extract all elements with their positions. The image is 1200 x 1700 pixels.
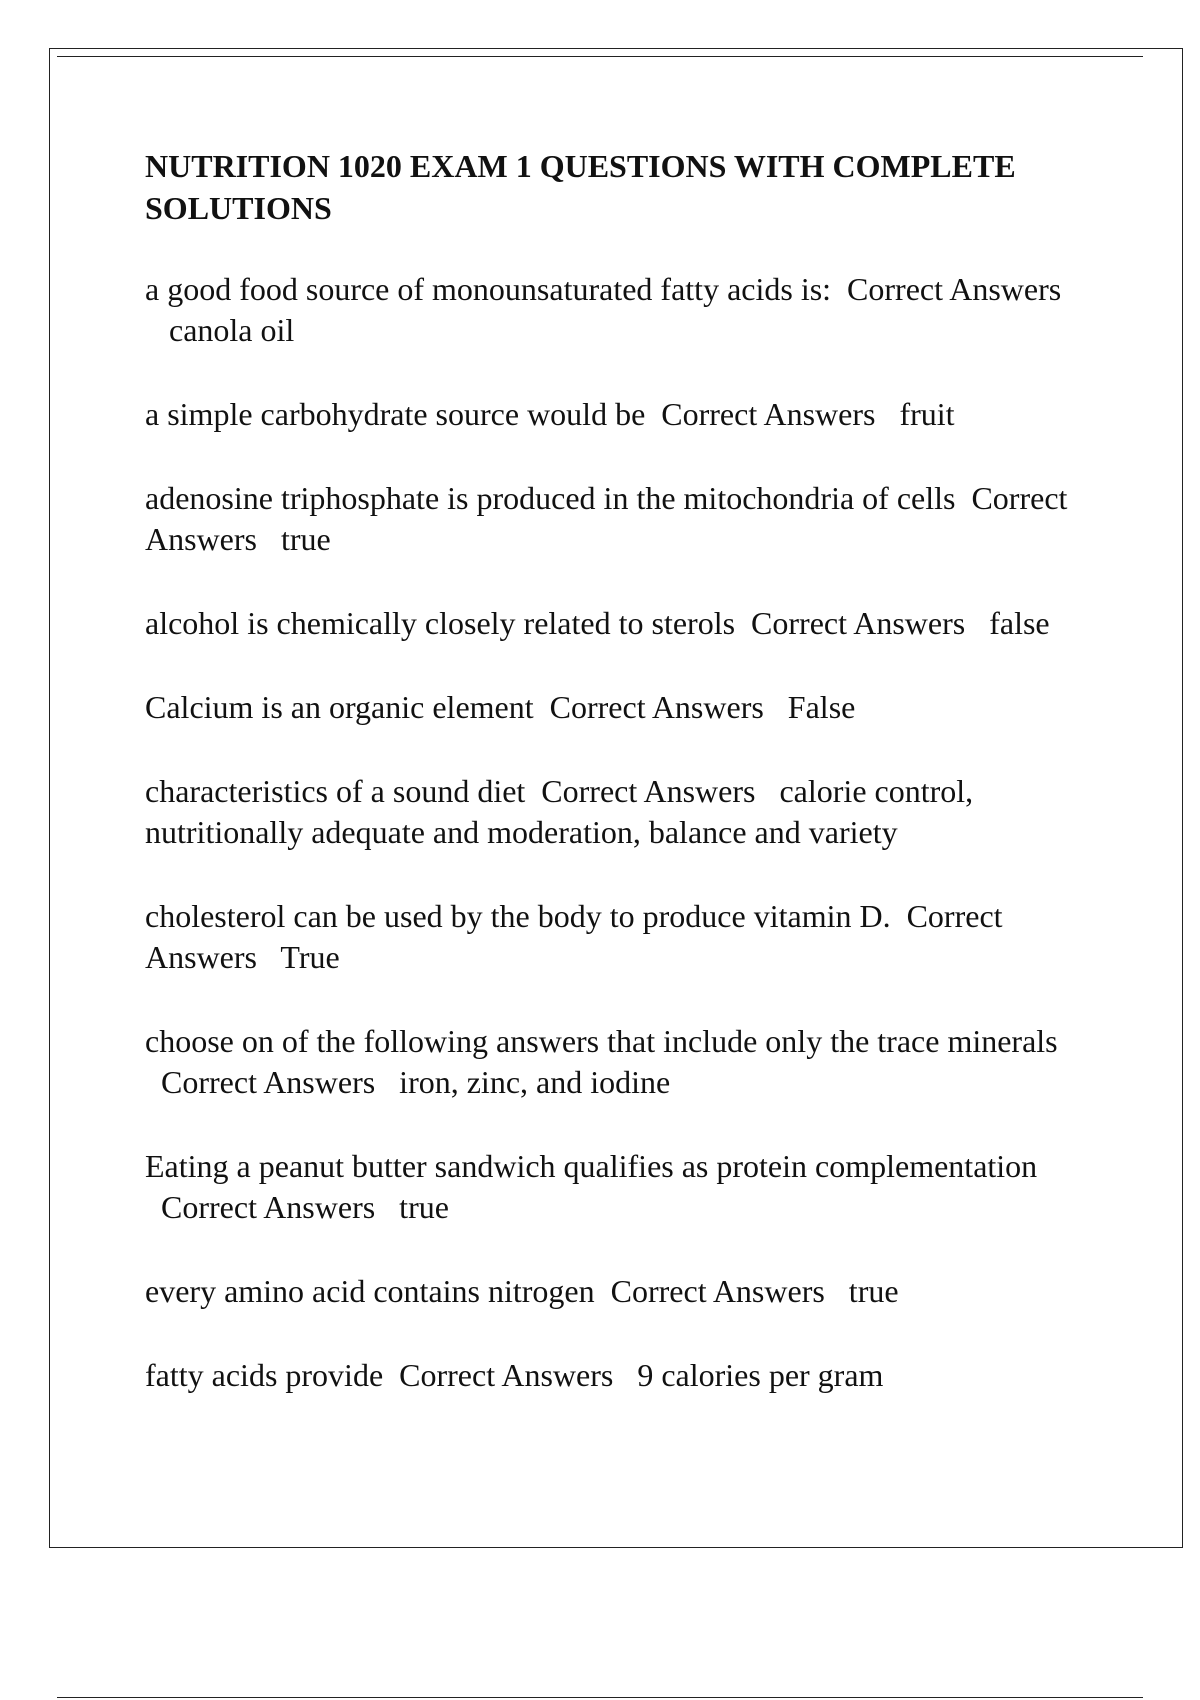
answer-label: Correct Answers	[549, 689, 764, 725]
question-text: every amino acid contains nitrogen	[145, 1273, 595, 1309]
answer-text: true	[280, 521, 331, 557]
document-title: NUTRITION 1020 EXAM 1 QUESTIONS WITH COMPLETE SOLUTIONS	[145, 148, 1016, 226]
qa-item	[145, 603, 1095, 644]
answer-text: fruit	[899, 396, 955, 432]
answer-label: Correct Answers	[161, 1189, 376, 1225]
answer-text: True	[280, 939, 340, 975]
answer-label: Correct Answers	[610, 1273, 825, 1309]
qa-item	[145, 896, 1095, 978]
qa-item	[145, 771, 1095, 853]
question-text: Eating a peanut butter sandwich qualifies as protein complementation	[145, 1148, 1038, 1184]
answer-text: False	[787, 689, 856, 725]
qa-item	[145, 1355, 1095, 1396]
answer-label: Correct Answers	[145, 480, 1068, 557]
question-text: Calcium is an organic element	[145, 689, 534, 725]
answer-text: true	[848, 1273, 899, 1309]
question-text: characteristics of a sound diet	[145, 773, 526, 809]
qa-item	[145, 1146, 1095, 1228]
qa-item	[145, 478, 1095, 560]
question-text: a simple carbohydrate source would be	[145, 396, 646, 432]
question-text: alcohol is chemically closely related to sterols	[145, 605, 736, 641]
question-text: cholesterol can be used by the body to produce vitamin D.	[145, 898, 891, 934]
answer-label: Correct Answers	[399, 1357, 614, 1393]
answer-text: canola oil	[169, 312, 295, 348]
answer-label: Correct Answers	[541, 773, 756, 809]
footer-rule	[57, 1697, 1143, 1698]
answer-text: true	[399, 1189, 449, 1225]
question-text: fatty acids provide	[145, 1357, 384, 1393]
answer-label: Correct Answers	[161, 1064, 376, 1100]
answer-text: iron, zinc, and iodine	[399, 1064, 671, 1100]
qa-item	[145, 394, 1095, 435]
header-rule	[57, 56, 1143, 57]
qa-item	[145, 1021, 1095, 1103]
document-body	[145, 145, 1095, 1439]
question-text: adenosine triphosphate is produced in the mitochondria of cells	[145, 480, 956, 516]
answer-text: 9 calories per gram	[637, 1357, 884, 1393]
answer-label: Correct Answers	[751, 605, 966, 641]
answer-text: calorie control, nutritionally adequate and moderation, balance and variety	[145, 773, 974, 850]
answer-label: Correct Answers	[145, 898, 1003, 975]
answer-label: Correct Answers	[661, 396, 876, 432]
question-text: a good food source of monounsaturated fatty acids is:	[145, 271, 832, 307]
answer-text: false	[989, 605, 1050, 641]
question-text: choose on of the following answers that include only the trace minerals	[145, 1023, 1058, 1059]
qa-item	[145, 1271, 1095, 1312]
qa-item	[145, 269, 1095, 351]
qa-item	[145, 687, 1095, 728]
answer-label: Correct Answers	[847, 271, 1062, 307]
